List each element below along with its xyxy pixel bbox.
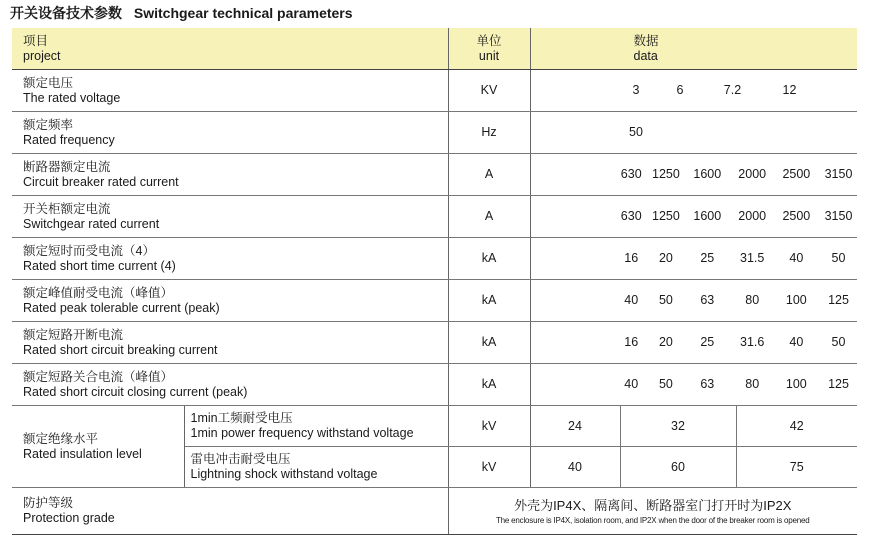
value-cell: 2000 — [738, 209, 767, 223]
protection-label-zh: 防护等级 — [23, 496, 74, 510]
row-unit: KV — [448, 70, 530, 112]
value-cell: 63 — [700, 293, 715, 307]
value-cell: 630 — [620, 209, 642, 223]
value-cell: 40 — [624, 293, 639, 307]
row-label — [12, 280, 448, 322]
header-data-zh: 数据 — [633, 33, 659, 48]
row-values — [530, 154, 857, 196]
insulation-sub-en: 1min power frequency withstand voltage — [190, 426, 414, 440]
row-label-zh: 额定频率 — [23, 117, 74, 132]
value-cell: 100 — [785, 293, 807, 307]
value-cell: 75 — [789, 459, 804, 474]
value-cell: 24 — [531, 406, 621, 446]
row-label-en: The rated voltage — [23, 90, 121, 105]
row-label — [12, 154, 448, 196]
value-cell: 12 — [782, 83, 797, 97]
page-title — [10, 3, 361, 23]
insulation-values — [530, 406, 857, 447]
table-row — [12, 322, 857, 364]
row-values — [530, 112, 857, 154]
value-cell: 31.6 — [740, 335, 765, 349]
title-zh: 开关设备技术参数 — [10, 5, 122, 21]
protection-value-zh: 外壳为IP4X、隔离间、断路器室门打开时为IP2X — [514, 497, 792, 513]
row-unit: A — [448, 154, 530, 196]
row-unit: kA — [448, 364, 530, 406]
header-project-zh: 项目 — [23, 33, 49, 48]
protection-label-en: Protection grade — [23, 511, 115, 525]
row-label-zh: 额定峰值耐受电流（峰值） — [23, 285, 174, 300]
table-row — [12, 154, 857, 196]
row-label-en: Switchgear rated current — [23, 216, 160, 231]
value-cell: 1600 — [693, 209, 722, 223]
protection-label — [12, 488, 448, 535]
value-cell: 125 — [828, 377, 849, 391]
row-unit: A — [448, 196, 530, 238]
value-cell: 1600 — [693, 167, 722, 181]
insulation-sub-label — [184, 406, 448, 447]
row-unit: kA — [448, 280, 530, 322]
insulation-row — [12, 406, 857, 447]
row-label-zh: 额定电压 — [23, 75, 74, 90]
row-label-zh: 额定短时而受电流（4） — [23, 243, 155, 258]
value-cell: 20 — [658, 335, 673, 349]
insulation-sub-label — [184, 447, 448, 488]
insulation-sub-zh: 1min工频耐受电压 — [190, 411, 293, 425]
table-row — [12, 196, 857, 238]
value-cell: 40 — [624, 377, 639, 391]
row-values — [530, 70, 857, 112]
row-values — [530, 322, 857, 364]
header-project — [12, 28, 448, 70]
value-cell: 32 — [621, 406, 737, 446]
value-cell: 2500 — [782, 209, 811, 223]
table-row — [12, 364, 857, 406]
row-label — [12, 322, 448, 364]
value-cell: 3 — [632, 83, 640, 97]
row-label-zh: 额定短路开断电流 — [23, 327, 124, 342]
value-cell: 1250 — [652, 209, 680, 223]
row-label-zh: 开关柜额定电流 — [23, 201, 111, 216]
value-cell: 80 — [745, 293, 760, 307]
value-cell: 50 — [658, 377, 673, 391]
row-label — [12, 112, 448, 154]
value-cell: 50 — [831, 335, 846, 349]
row-label — [12, 364, 448, 406]
title-en: Switchgear technical parameters — [133, 5, 353, 21]
insulation-unit: kV — [448, 447, 530, 488]
row-values — [530, 364, 857, 406]
parameters-table — [12, 28, 857, 535]
row-values — [530, 280, 857, 322]
row-label — [12, 70, 448, 112]
value-cell: 80 — [745, 377, 760, 391]
header-data-en: data — [633, 48, 658, 63]
table-row — [12, 112, 857, 154]
value-cell: 2500 — [782, 167, 811, 181]
row-label-en: Rated frequency — [23, 132, 115, 147]
value-cell: 100 — [785, 377, 807, 391]
value-cell: 25 — [700, 335, 715, 349]
insulation-unit: kV — [448, 406, 530, 447]
header-project-en: project — [23, 48, 61, 63]
protection-value — [448, 488, 857, 535]
row-unit: kA — [448, 238, 530, 280]
value-cell: 125 — [828, 293, 849, 307]
row-label-en: Rated peak tolerable current (peak) — [23, 300, 220, 315]
row-label-en: Circuit breaker rated current — [23, 174, 179, 189]
row-label-zh: 额定短路关合电流（峰值） — [23, 369, 174, 384]
value-cell: 40 — [789, 251, 804, 265]
header-unit-en: unit — [478, 48, 500, 63]
row-unit: Hz — [448, 112, 530, 154]
table-header-row — [12, 28, 857, 70]
insulation-label-en: Rated insulation level — [23, 446, 142, 461]
value-cell: 60 — [621, 447, 737, 487]
row-values — [530, 196, 857, 238]
protection-row — [12, 488, 857, 535]
row-values — [530, 238, 857, 280]
row-label-zh: 断路器额定电流 — [23, 159, 111, 174]
value-cell: 50 — [658, 293, 673, 307]
table-row — [12, 280, 857, 322]
insulation-sub-zh: 雷电冲击耐受电压 — [190, 452, 291, 466]
value-cell: 16 — [624, 251, 639, 265]
value-cell: 2000 — [738, 167, 767, 181]
row-unit: kA — [448, 322, 530, 364]
insulation-values — [530, 447, 857, 488]
row-label-en: Rated short time current (4) — [23, 258, 176, 273]
header-data — [530, 28, 857, 70]
row-label-en: Rated short circuit closing current (peak) — [23, 384, 248, 399]
value-cell: 50 — [831, 251, 846, 265]
value-cell: 50 — [629, 125, 643, 139]
value-cell: 16 — [624, 335, 639, 349]
value-cell: 40 — [531, 447, 621, 487]
value-cell: 6 — [676, 83, 684, 97]
row-label — [12, 196, 448, 238]
value-cell: 630 — [620, 167, 642, 181]
value-cell: 42 — [789, 418, 804, 433]
row-label-en: Rated short circuit breaking current — [23, 342, 218, 357]
value-cell: 25 — [700, 251, 715, 265]
value-cell: 7.2 — [723, 83, 742, 97]
value-cell: 3150 — [824, 209, 853, 223]
value-cell: 63 — [700, 377, 715, 391]
insulation-label — [12, 406, 184, 488]
protection-value-en: The enclosure is IP4X, isolation room, and IP2X when the door of the breaker room is opened — [495, 515, 810, 525]
value-cell: 31.5 — [740, 251, 765, 265]
row-label — [12, 238, 448, 280]
value-cell: 1250 — [652, 167, 680, 181]
insulation-label-zh: 额定绝缘水平 — [23, 431, 99, 446]
table-row — [12, 70, 857, 112]
value-cell: 3150 — [824, 167, 853, 181]
value-cell: 20 — [658, 251, 673, 265]
header-unit — [448, 28, 530, 70]
header-unit-zh: 单位 — [476, 33, 502, 48]
table-row — [12, 238, 857, 280]
value-cell: 40 — [789, 335, 804, 349]
insulation-sub-en: Lightning shock withstand voltage — [190, 467, 378, 481]
